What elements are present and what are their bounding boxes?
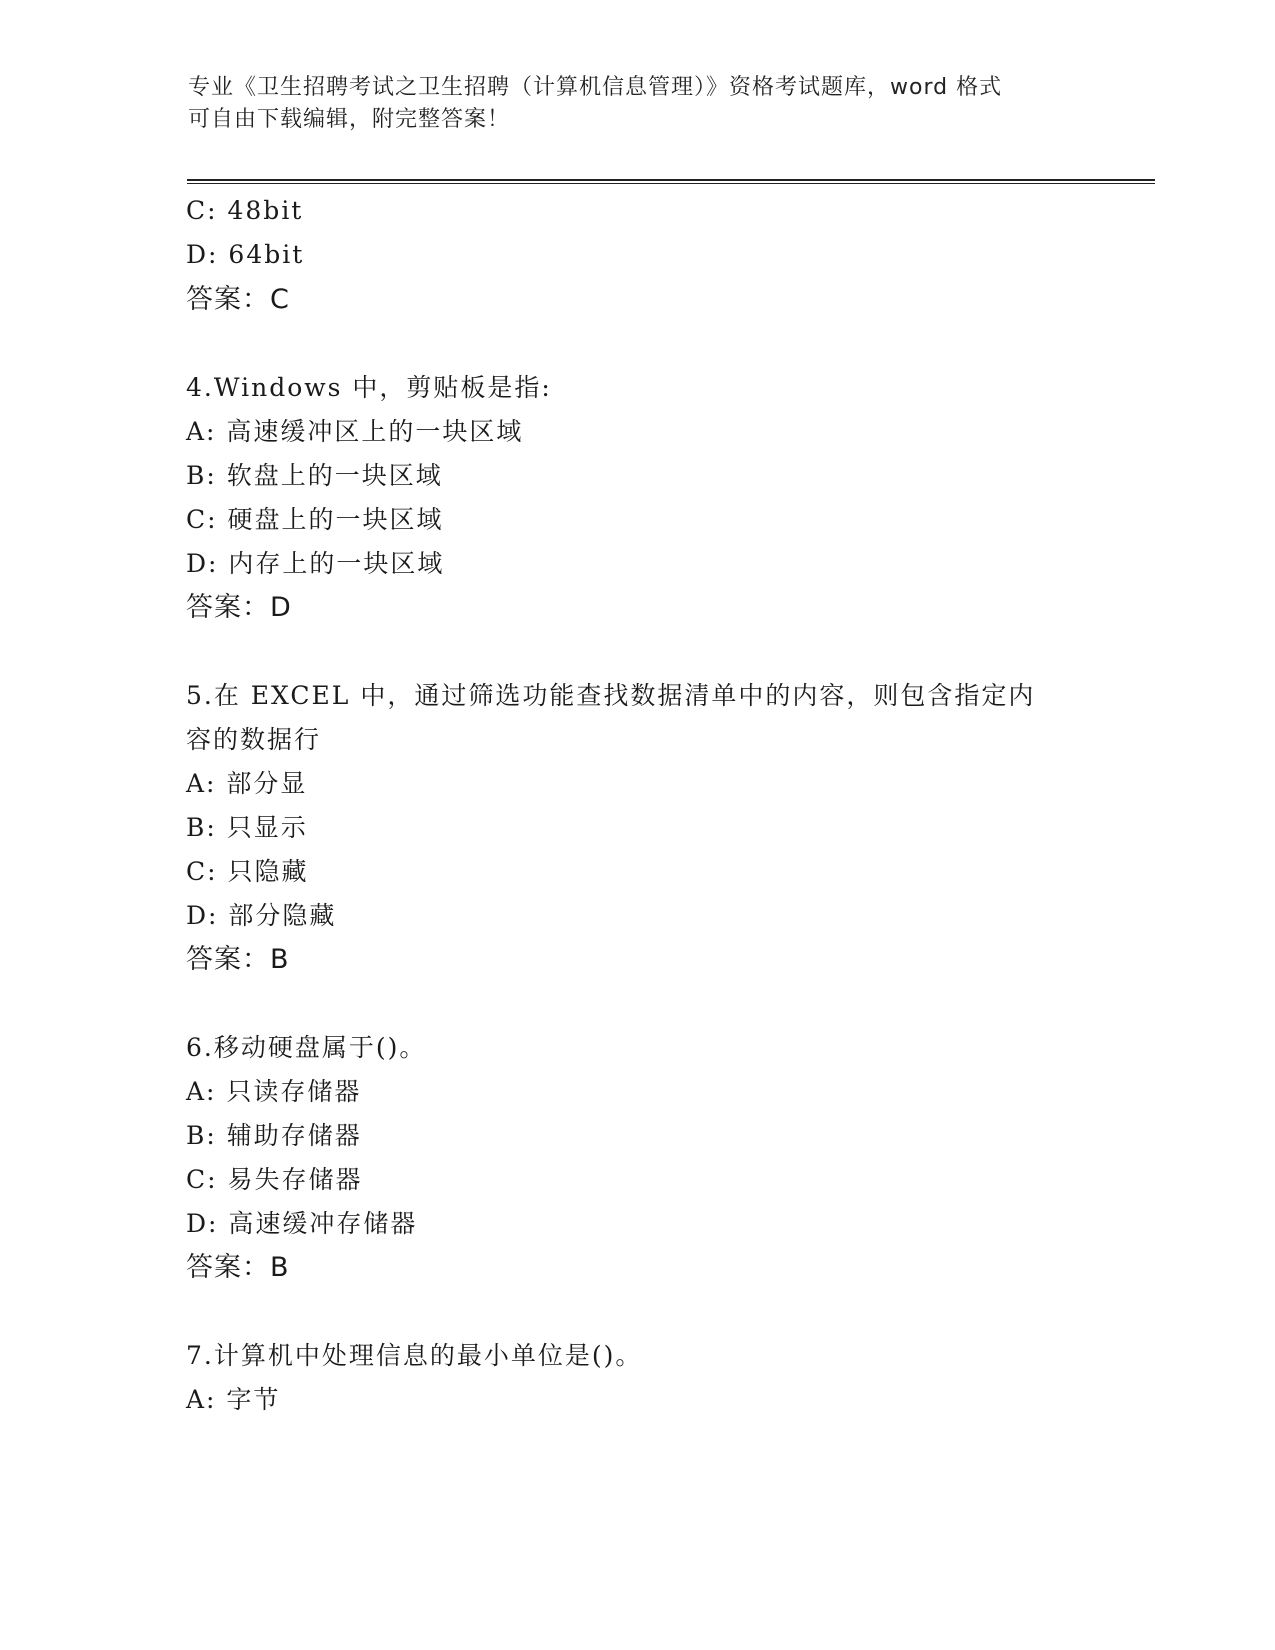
header-rule-thick [187,179,1155,181]
q3-option-c: C: 48bit [186,196,304,225]
q4-option-a: A: 高速缓冲区上的一块区域 [186,417,524,446]
q5-option-c: C: 只隐藏 [186,857,309,886]
q7-stem: 7.计算机中处理信息的最小单位是()。 [186,1341,643,1370]
q6-option-b: B: 辅助存储器 [186,1121,362,1150]
q7-option-a: A: 字节 [186,1385,281,1414]
header-line-2: 可自由下载编辑，附完整答案！ [188,107,511,132]
q4-option-b: B: 软盘上的一块区域 [186,461,443,490]
q4-stem: 4.Windows 中，剪贴板是指: [186,373,552,402]
q6-answer: 答案：B [186,1252,290,1283]
q4-answer: 答案：D [186,592,292,623]
q6-option-c: C: 易失存储器 [186,1165,363,1194]
q6-option-d: D: 高速缓冲存储器 [186,1209,418,1238]
q3-option-d: D: 64bit [186,240,305,269]
q5-stem-line-1: 5.在 EXCEL 中，通过筛选功能查找数据清单中的内容，则包含指定内 [186,681,1036,710]
q5-option-b: B: 只显示 [186,813,308,842]
q4-option-c: C: 硬盘上的一块区域 [186,505,444,534]
q5-option-a: A: 部分显 [186,769,308,798]
q4-option-d: D: 内存上的一块区域 [186,549,445,578]
q5-answer: 答案：B [186,944,290,975]
q5-option-d: D: 部分隐藏 [186,901,337,930]
q3-answer: 答案：C [186,284,290,315]
header-rule-thin [187,183,1155,184]
header-line-1: 专业《卫生招聘考试之卫生招聘（计算机信息管理）》资格考试题库，word 格式 [188,75,1003,100]
q6-stem: 6.移动硬盘属于()。 [186,1033,427,1062]
document-header [188,72,1088,136]
q5-stem-line-2: 容的数据行 [186,725,322,754]
q6-option-a: A: 只读存储器 [186,1077,362,1106]
